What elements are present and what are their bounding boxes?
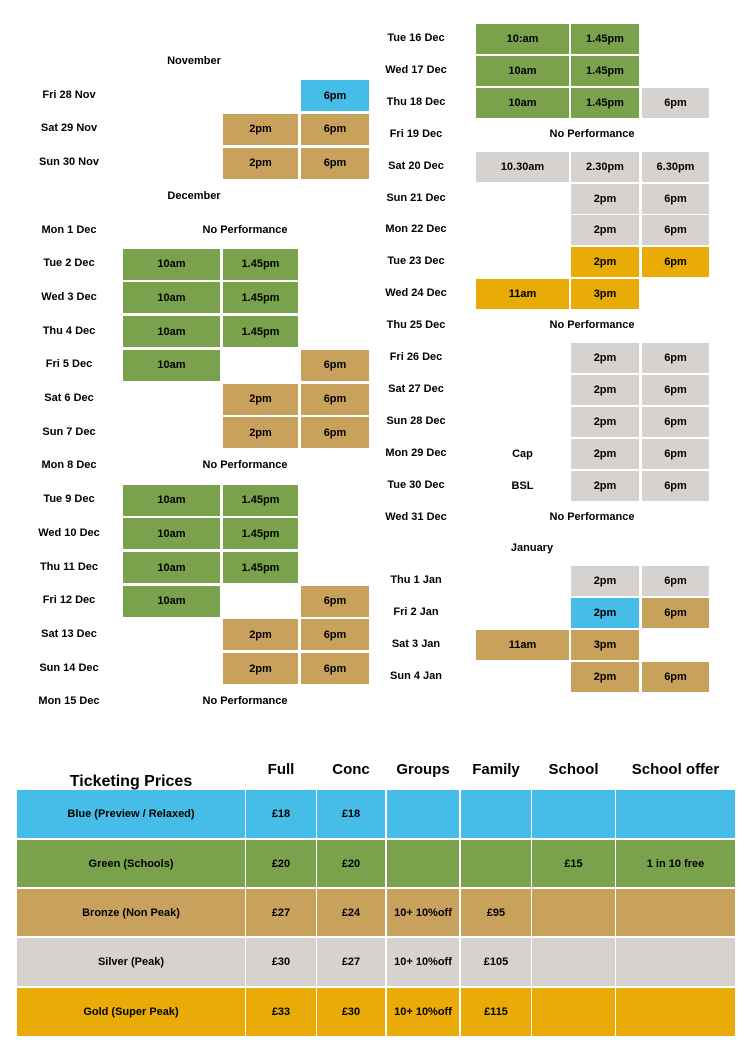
left-performance-slot: 1.45pm — [223, 316, 298, 347]
right-performance-slot: 6pm — [642, 407, 709, 437]
left-performance-slot: 1.45pm — [223, 518, 298, 549]
left-month-heading: December — [167, 189, 221, 202]
right-date-label: Sun 4 Jan — [390, 670, 442, 682]
left-performance-slot: 10am — [123, 249, 220, 280]
price-column-header: Family — [472, 761, 520, 778]
price-column-header: Full — [267, 761, 295, 778]
left-performance-slot: 10am — [123, 282, 220, 313]
price-cell — [532, 790, 615, 838]
price-cell — [387, 840, 459, 887]
price-row-name: Green (Schools) — [17, 840, 245, 887]
right-performance-slot: 2pm — [571, 247, 639, 277]
left-date-label: Sat 6 Dec — [44, 392, 94, 404]
left-date-label: Fri 5 Dec — [45, 358, 93, 371]
right-performance-slot: 2pm — [571, 471, 639, 501]
left-date-label: Fri 28 Nov — [42, 88, 96, 101]
right-date-label: Wed 24 Dec — [385, 287, 447, 300]
left-date-label: Mon 8 Dec — [41, 459, 97, 472]
left-date-label: Sun 30 Nov — [39, 156, 99, 169]
left-performance-slot: 6pm — [301, 148, 369, 179]
right-no-performance: No Performance — [549, 127, 635, 140]
price-cell: £18 — [246, 790, 316, 838]
right-performance-slot: 6pm — [642, 375, 709, 405]
right-performance-slot: 10am — [476, 56, 569, 86]
price-column-header: School offer — [631, 761, 720, 778]
right-performance-slot: 2pm — [571, 598, 639, 628]
left-date-label: Tue 2 Dec — [43, 257, 95, 270]
right-performance-slot: 6pm — [642, 598, 709, 628]
right-performance-slot: 1.45pm — [571, 24, 639, 54]
left-date-label: Sat 29 Nov — [40, 122, 98, 135]
right-performance-slot: 6pm — [642, 88, 709, 118]
right-performance-slot: 11am — [476, 279, 569, 309]
price-column-header: Conc — [332, 761, 370, 778]
left-date-label: Mon 1 Dec — [41, 223, 97, 236]
right-performance-slot: 6pm — [642, 439, 709, 469]
right-performance-slot: 2pm — [571, 375, 639, 405]
price-column-header: Groups — [396, 761, 450, 778]
price-cell: £115 — [461, 988, 531, 1036]
left-performance-slot: 1.45pm — [223, 552, 298, 583]
price-cell: £15 — [532, 840, 615, 887]
right-date-label: Sat 20 Dec — [388, 159, 444, 172]
right-performance-slot: 6pm — [642, 662, 709, 692]
price-cell — [616, 988, 735, 1036]
left-date-label: Sun 7 Dec — [42, 425, 96, 438]
right-date-label: Sat 27 Dec — [388, 382, 444, 395]
price-row-name: Gold (Super Peak) — [17, 988, 245, 1036]
left-performance-slot: 10am — [123, 350, 220, 381]
left-date-label: Wed 3 Dec — [41, 290, 97, 303]
left-performance-slot: 2pm — [223, 619, 298, 650]
price-cell: £24 — [317, 889, 385, 936]
price-row-name: Silver (Peak) — [17, 938, 245, 986]
right-date-label: Fri 2 Jan — [393, 606, 439, 619]
left-performance-slot: 6pm — [301, 114, 369, 145]
right-date-label: Fri 19 Dec — [389, 127, 443, 140]
price-cell: £20 — [246, 840, 316, 887]
price-cell — [461, 790, 531, 838]
price-cell: 1 in 10 free — [616, 840, 735, 887]
left-performance-slot: 2pm — [223, 148, 298, 179]
left-performance-slot: 1.45pm — [223, 485, 298, 516]
right-date-label: Mon 22 Dec — [385, 223, 447, 236]
right-performance-slot: 3pm — [571, 630, 639, 660]
price-cell — [616, 938, 735, 986]
left-performance-slot: 6pm — [301, 417, 369, 448]
right-performance-slot: 6pm — [642, 566, 709, 596]
left-date-label: Thu 11 Dec — [39, 560, 99, 573]
left-performance-slot: 6pm — [301, 619, 369, 650]
right-date-label: Wed 17 Dec — [385, 63, 447, 76]
left-performance-slot: 6pm — [301, 80, 369, 111]
left-no-performance: No Performance — [202, 695, 288, 708]
right-performance-slot: 2pm — [571, 407, 639, 437]
right-performance-slot: BSL — [511, 479, 534, 492]
right-performance-slot: 3pm — [571, 279, 639, 309]
left-date-label: Wed 10 Dec — [38, 526, 100, 539]
price-cell: £105 — [461, 938, 531, 986]
price-row-name: Blue (Preview / Relaxed) — [17, 790, 245, 838]
right-performance-slot: 10.30am — [476, 152, 569, 182]
left-performance-slot: 10am — [123, 485, 220, 516]
right-performance-slot: 6pm — [642, 471, 709, 501]
right-performance-slot: Cap — [512, 447, 533, 460]
left-no-performance: No Performance — [202, 459, 288, 472]
price-cell — [387, 790, 459, 838]
right-date-label: Sun 28 Dec — [386, 414, 446, 427]
right-date-label: Wed 31 Dec — [385, 510, 447, 523]
price-cell: £30 — [317, 988, 385, 1036]
price-cell: £33 — [246, 988, 316, 1036]
right-performance-slot: 10:am — [476, 24, 569, 54]
price-cell: £95 — [461, 889, 531, 936]
right-date-label: Tue 23 Dec — [387, 255, 445, 268]
left-performance-slot: 1.45pm — [223, 249, 298, 280]
right-no-performance: No Performance — [549, 510, 635, 523]
right-performance-slot: 10am — [476, 88, 569, 118]
left-performance-slot: 2pm — [223, 417, 298, 448]
left-date-label: Tue 9 Dec — [43, 493, 95, 506]
price-cell — [616, 889, 735, 936]
left-performance-slot: 6pm — [301, 384, 369, 415]
right-performance-slot: 2pm — [571, 215, 639, 245]
left-no-performance: No Performance — [202, 223, 288, 236]
right-performance-slot: 2.30pm — [571, 152, 639, 182]
right-no-performance: No Performance — [549, 319, 635, 332]
price-cell — [616, 790, 735, 838]
left-date-label: Sat 13 Dec — [41, 627, 97, 640]
right-performance-slot: 2pm — [571, 566, 639, 596]
right-performance-slot: 2pm — [571, 662, 639, 692]
price-cell: £27 — [246, 889, 316, 936]
price-cell: 10+ 10%off — [387, 988, 459, 1036]
price-cell: £20 — [317, 840, 385, 887]
right-performance-slot: 6.30pm — [642, 152, 709, 182]
left-performance-slot: 10am — [123, 586, 220, 617]
right-date-label: Tue 16 Dec — [387, 32, 445, 44]
price-table-title: Ticketing Prices — [69, 773, 193, 790]
right-performance-slot: 6pm — [642, 247, 709, 277]
right-performance-slot: 6pm — [642, 215, 709, 245]
price-cell — [532, 938, 615, 986]
price-cell: £27 — [317, 938, 385, 986]
price-cell: £30 — [246, 938, 316, 986]
left-date-label: Sun 14 Dec — [39, 661, 99, 674]
price-cell — [532, 988, 615, 1036]
left-date-label: Fri 12 Dec — [42, 594, 96, 607]
right-date-label: Fri 26 Dec — [389, 351, 443, 363]
left-performance-slot: 2pm — [223, 653, 298, 684]
right-performance-slot: 2pm — [571, 184, 639, 214]
right-date-label: Thu 1 Jan — [390, 574, 442, 587]
right-performance-slot: 1.45pm — [571, 88, 639, 118]
price-cell: 10+ 10%off — [387, 938, 459, 986]
left-performance-slot: 10am — [123, 552, 220, 583]
right-month-heading: January — [510, 542, 554, 555]
price-cell: 10+ 10%off — [387, 889, 459, 936]
price-row-name: Bronze (Non Peak) — [17, 889, 245, 936]
price-cell — [532, 889, 615, 936]
price-cell — [461, 840, 531, 887]
right-performance-slot: 2pm — [571, 439, 639, 469]
right-performance-slot: 11am — [476, 630, 569, 660]
left-date-label: Thu 4 Dec — [42, 324, 96, 337]
left-performance-slot: 10am — [123, 316, 220, 347]
right-date-label: Sun 21 Dec — [386, 191, 446, 204]
left-performance-slot: 6pm — [301, 586, 369, 617]
price-column-header: School — [548, 761, 599, 778]
right-performance-slot: 1.45pm — [571, 56, 639, 86]
left-performance-slot: 6pm — [301, 653, 369, 684]
left-performance-slot: 6pm — [301, 350, 369, 381]
left-month-heading: November — [167, 55, 221, 67]
price-cell: £18 — [317, 790, 385, 838]
left-performance-slot: 10am — [123, 518, 220, 549]
right-date-label: Sat 3 Jan — [391, 638, 441, 651]
right-date-label: Mon 29 Dec — [385, 446, 447, 459]
left-performance-slot: 1.45pm — [223, 282, 298, 313]
right-performance-slot: 6pm — [642, 184, 709, 214]
right-performance-slot: 6pm — [642, 343, 709, 373]
right-date-label: Tue 30 Dec — [387, 478, 445, 491]
right-date-label: Thu 25 Dec — [386, 319, 446, 332]
right-date-label: Thu 18 Dec — [386, 95, 446, 108]
left-date-label: Mon 15 Dec — [38, 695, 100, 708]
left-performance-slot: 2pm — [223, 114, 298, 145]
right-performance-slot: 2pm — [571, 343, 639, 373]
left-performance-slot: 2pm — [223, 384, 298, 415]
